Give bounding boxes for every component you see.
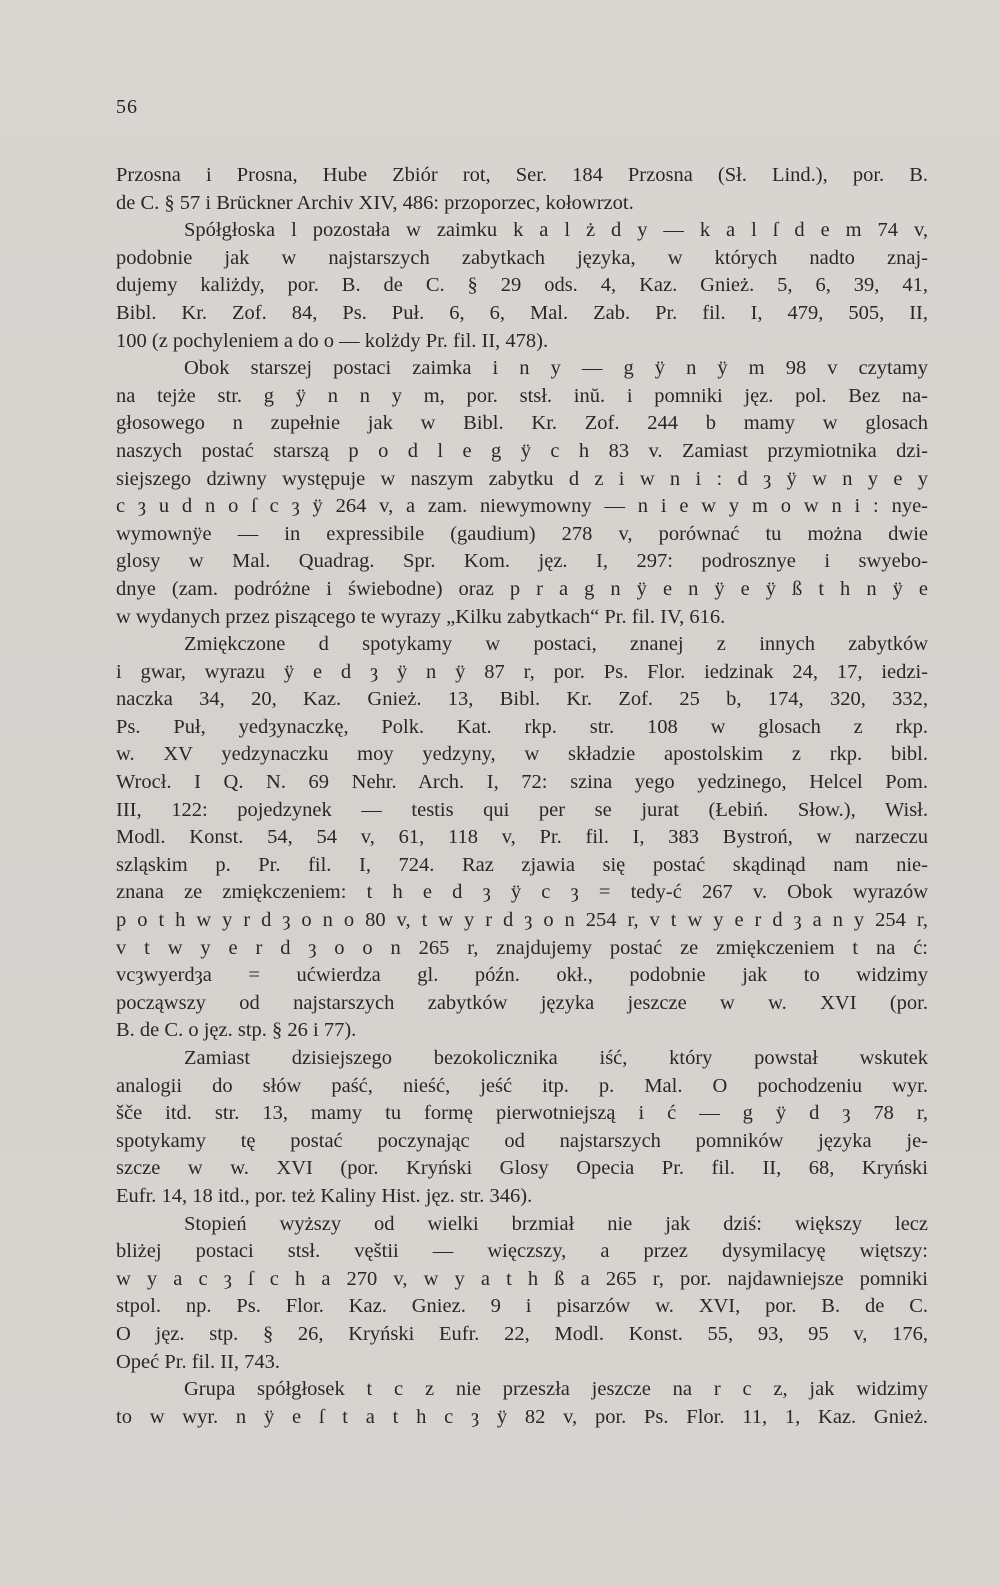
text-line: Zmiękczone d spotykamy w postaci, znanej z innych zabytków	[184, 633, 928, 656]
page-number: 56	[116, 96, 138, 118]
text-line: Grupa spółgłosek t c z nie przeszła jeszcze na r c z, jak widzimy	[184, 1378, 928, 1401]
text-line: Bibl. Kr. Zof. 84, Ps. Puł. 6, 6, Mal. Zab. Pr. fil. I, 479, 505, II,	[116, 301, 928, 324]
text-line: naczka 34, 20, Kaz. Gnież. 13, Bibl. Kr. Zof. 25 b, 174, 320, 332,	[116, 688, 928, 711]
text-line: Eufr. 14, 18 itd., por. też Kaliny Hist. jęz. str. 346).	[116, 1184, 533, 1207]
text-line: Stopień wyższy od wielki brzmiał nie jak dziś: większy lecz	[184, 1212, 928, 1235]
body-text	[116, 162, 928, 1431]
text-line: 100 (z pochyleniem a do o — kolżdy Pr. fil. II, 478).	[116, 329, 549, 352]
text-line: III, 122: pojedzynek — testis qui per se jurat (Łebiń. Słow.), Wisł.	[116, 798, 928, 821]
text-line: na tejże str. g ÿ n n y m, por. stsł. inŭ. i pomniki jęz. pol. Bez na-	[116, 384, 928, 407]
text-line: v t w y e r d ȝ o o n 265 r, znajdujemy postać ze zmiękczeniem t na ć:	[116, 936, 928, 959]
text-line: Spółgłoska l pozostała w zaimku k a l ż d y — k a l ſ d e m 74 v,	[184, 219, 928, 242]
text-line: glosy w Mal. Quadrag. Spr. Kom. jęz. I, 297: podrosznye i swyebo-	[116, 550, 928, 573]
text-line: Modl. Konst. 54, 54 v, 61, 118 v, Pr. fil. I, 383 Bystroń, w narzeczu	[116, 826, 928, 849]
text-line: de C. § 57 i Brückner Archiv XIV, 486: przoporzec, kołowrzot.	[116, 191, 634, 214]
text-line: począwszy od najstarszych zabytków języka jeszcze w w. XVI (por.	[116, 991, 928, 1014]
text-line: szląskim p. Pr. fil. I, 724. Raz zjawia się postać skądinąd nam nie-	[116, 853, 928, 876]
text-line: to w wyr. n ÿ e ſ t a t h c ȝ ÿ 82 v, por. Ps. Flor. 11, 1, Kaz. Gnież.	[116, 1405, 928, 1428]
text-line: wymownÿe — in expressibile (gaudium) 278 v, porównać tu można dwie	[116, 522, 928, 545]
text-line: Wrocł. I Q. N. 69 Nehr. Arch. I, 72: szina yego yedzinego, Helcel Pom.	[116, 771, 928, 794]
text-line: dnye (zam. podróżne i świebodne) oraz p r a g n ÿ e n ÿ e ÿ ß t h n ÿ e	[116, 577, 928, 600]
text-line: spotykamy tę postać poczynając od najstarszych pomników języka je-	[116, 1129, 928, 1152]
text-line: stpol. np. Ps. Flor. Kaz. Gniez. 9 i pisarzów w. XVI, por. B. de C.	[116, 1295, 928, 1318]
text-line: O jęz. stp. § 26, Kryński Eufr. 22, Modl. Konst. 55, 93, 95 v, 176,	[116, 1322, 928, 1345]
text-line: Zamiast dzisiejszego bezokolicznika iść, który powstał wskutek	[184, 1047, 928, 1069]
text-line: w y a c ȝ ſ c h a 270 v, w y a t h ß a 265 r, por. najdawniejsze pomniki	[116, 1267, 928, 1290]
text-line: Przosna i Prosna, Hube Zbiór rot, Ser. 184 Przosna (Sł. Lind.), por. B.	[116, 164, 928, 186]
text-line: znana ze zmiękczeniem: t h e d ȝ ÿ c ȝ = tedy-ć 267 v. Obok wyrazów	[116, 881, 928, 904]
text-line: B. de C. o jęz. stp. § 26 i 77).	[116, 1019, 357, 1042]
text-line: w wydanych przez piszącego te wyrazy „Kilku zabytkach“ Pr. fil. IV, 616.	[116, 605, 726, 628]
text-line: siejszego dziwny występuje w naszym zabytku d z i w n i : d ȝ ÿ w n y e y	[116, 467, 928, 490]
text-line: Opeć Pr. fil. II, 743.	[116, 1350, 280, 1373]
text-line: p o t h w y r d ȝ o n o 80 v, t w y r d ȝ o n 254 r, v t w y e r d ȝ a n y 254 r,	[116, 909, 928, 932]
text-line: Ps. Puł, yedȝynaczkę, Polk. Kat. rkp. str. 108 w glosach z rkp.	[116, 715, 928, 738]
text-line: dujemy kaliżdy, por. B. de C. § 29 ods. 4, Kaz. Gnież. 5, 6, 39, 41,	[116, 274, 928, 297]
text-line: bliżej postaci stsł. vęštii — więczszy, a przez dysymilacyę więtszy:	[116, 1240, 928, 1263]
text-line: szcze w w. XVI (por. Kryński Glosy Opecia Pr. fil. II, 68, Kryński	[116, 1157, 928, 1180]
text-line: vcȝwyerdȝa = ućwierdza gl. późn. okł., podobnie jak to widzimy	[116, 964, 928, 987]
text-line: Obok starszej postaci zaimka i n y — g ÿ n ÿ m 98 v czytamy	[184, 357, 928, 380]
text-line: i gwar, wyrazu ÿ e d ȝ ÿ n ÿ 87 r, por. Ps. Flor. iedzinak 24, 17, iedzi-	[116, 660, 928, 683]
text-line: naszych postać starszą p o d l e g ÿ c h 83 v. Zamiast przymiotnika dzi-	[116, 439, 928, 462]
text-line: analogii do słów paść, nieść, jeść itp. p. Mal. O pochodzeniu wyr.	[116, 1074, 928, 1097]
text-line: c ȝ u d n o ſ c ȝ ÿ 264 v, a zam. niewymowny — n i e w y m o w n i : nye-	[116, 495, 928, 518]
text-line: głosowego n zupełnie jak w Bibl. Kr. Zof. 244 b mamy w glosach	[116, 412, 928, 435]
text-line: šče itd. str. 13, mamy tu formę pierwotniejszą i ć — g ÿ d ȝ 78 r,	[116, 1102, 928, 1125]
text-line: w. XV yedzynaczku moy yedzyny, w składzie apostolskim z rkp. bibl.	[116, 743, 928, 766]
text-line: podobnie jak w najstarszych zabytkach języka, w których nadto znaj-	[116, 246, 928, 269]
